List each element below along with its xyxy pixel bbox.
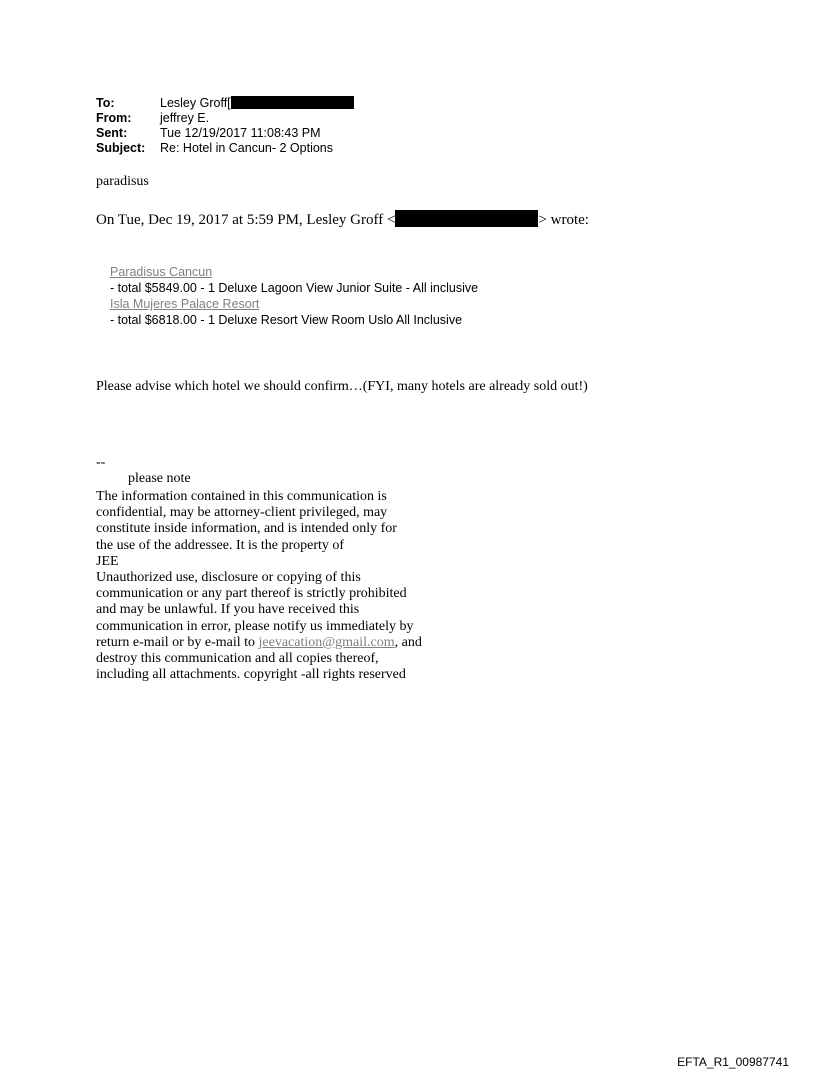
disclaimer-email-line [96, 635, 422, 651]
email-line-suffix: , and [394, 634, 422, 650]
disclaimer-line: JEE [96, 553, 119, 569]
email-link[interactable]: jeevacation@gmail.com [258, 634, 395, 650]
subject-label: Subject: [96, 141, 146, 155]
hotel2-link[interactable]: Isla Mujeres Palace Resort [110, 297, 260, 311]
disclaimer-line: communication or any part thereof is strictly prohibited [96, 586, 407, 602]
signature-dash: -- [96, 455, 106, 470]
to-value: Lesley Groff[ [160, 96, 231, 110]
subject-value: Re: Hotel in Cancun- 2 Options [160, 141, 334, 155]
redaction-box [395, 210, 538, 227]
disclaimer [96, 489, 422, 683]
disclaimer-line: Unauthorized use, disclosure or copying of this [96, 570, 361, 586]
email-header [96, 96, 354, 156]
bates-number: EFTA_R1_00987741 [677, 1055, 789, 1069]
hotel2-detail: - total $6818.00 - 1 Deluxe Resort View Room Uslo All Inclusive [110, 313, 463, 327]
hotel-options [110, 264, 478, 328]
disclaimer-line: communication in error, please notify us immediately by [96, 618, 414, 634]
quote-intro-end: > wrote: [538, 212, 589, 228]
redaction-box [231, 96, 354, 109]
signature-note: please note [128, 471, 191, 486]
email-line-prefix: return e-mail or by e-mail to [96, 634, 259, 650]
to-label: To: [96, 96, 115, 110]
disclaimer-line: the use of the addressee. It is the property of [96, 537, 345, 553]
disclaimer-line: and may be unlawful. If you have received this [96, 602, 360, 618]
hotel1-detail: - total $5849.00 - 1 Deluxe Lagoon View Junior Suite - All inclusive [110, 281, 479, 295]
quote-intro [96, 210, 589, 229]
disclaimer-line: including all attachments. copyright -all rights reserved [96, 667, 406, 683]
disclaimer-line: The information contained in this communication is [96, 489, 387, 504]
advise-text: Please advise which hotel we should confirm…(FYI, many hotels are already sold out!) [96, 379, 588, 394]
reply-text: paradisus [96, 174, 149, 189]
header-sent-row [96, 126, 354, 141]
disclaimer-line: destroy this communication and all copies thereof, [96, 651, 379, 667]
quote-intro-start: On Tue, Dec 19, 2017 at 5:59 PM, Lesley Groff < [96, 212, 396, 228]
hotel1-link[interactable]: Paradisus Cancun [110, 265, 213, 279]
disclaimer-line: constitute inside information, and is intended only for [96, 521, 397, 537]
sent-value: Tue 12/19/2017 11:08:43 PM [160, 126, 321, 140]
disclaimer-line: confidential, may be attorney-client privileged, may [96, 505, 388, 521]
header-subject-row [96, 141, 354, 156]
sent-label: Sent: [96, 126, 128, 140]
header-to-row [96, 96, 354, 111]
header-from-row [96, 111, 354, 126]
from-value: jeffrey E. [160, 111, 210, 125]
from-label: From: [96, 111, 132, 125]
